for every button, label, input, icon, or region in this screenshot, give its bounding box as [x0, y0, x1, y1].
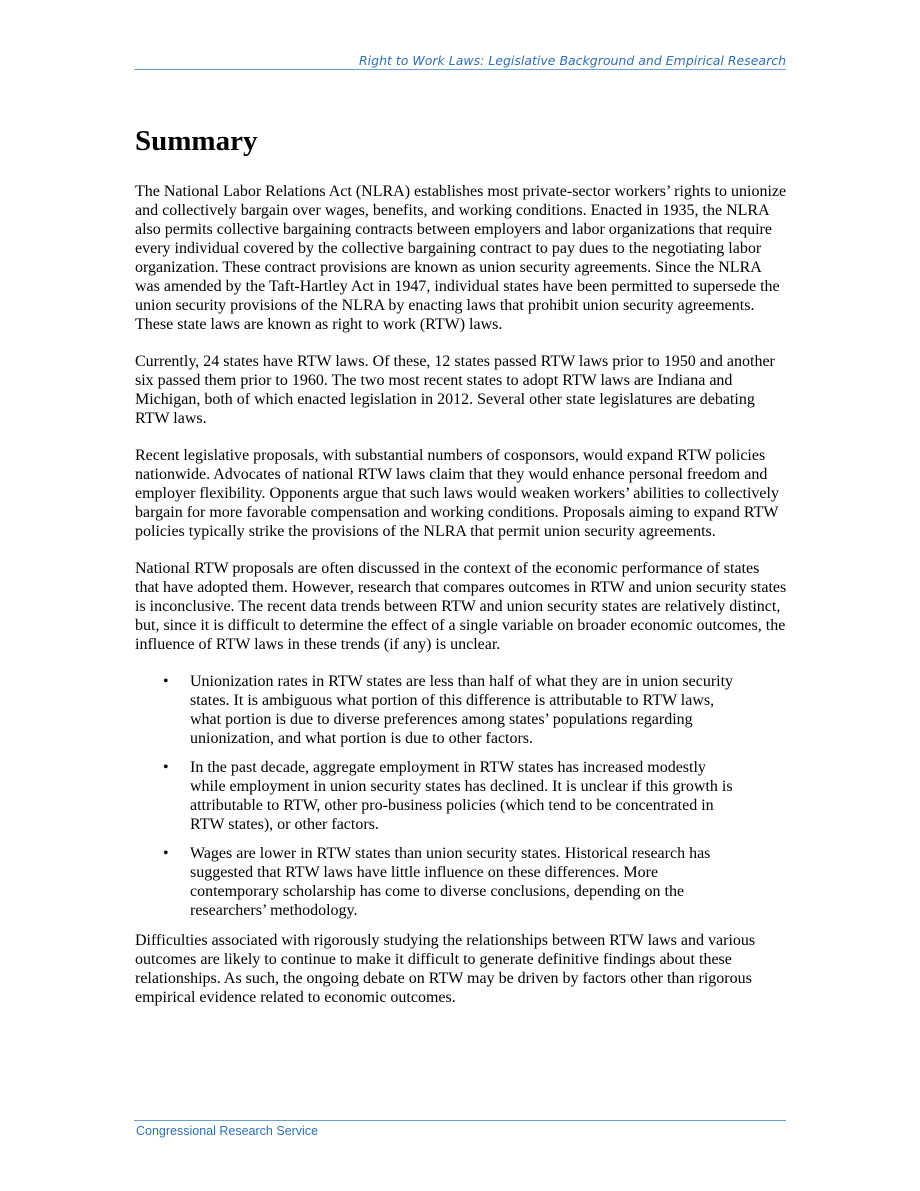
section-heading: Summary [135, 125, 258, 157]
bullet-icon: • [163, 845, 169, 862]
running-header: Right to Work Laws: Legislative Background and Empirical Research [358, 53, 786, 68]
paragraph: Currently, 24 states have RTW laws. Of these, 12 states passed RTW laws prior to 1950 and another six passed them prior to 1960. The two most recent states to adopt RTW laws are Indiana and Michigan, both of which enacted legislation in 2012. Several other state legislatures are debating RTW laws. [135, 353, 775, 427]
list-item [163, 844, 735, 920]
list-item-text: In the past decade, aggregate employment in RTW states has increased modestly while employment in union security states has declined. It is unclear if this growth is attributable to RTW, other pro-business policies (which tend to be concentrated in RTW states), or other factors. [190, 759, 733, 833]
list-item-text: Unionization rates in RTW states are less than half of what they are in union security states. It is ambiguous what portion of this difference is attributable to RTW laws, what portion is due to diverse preferences among states’ populations regarding unionization, and what portion is due to other factors. [190, 673, 734, 747]
footer-rule [134, 1120, 786, 1121]
findings-list [135, 672, 735, 920]
list-item-text: Wages are lower in RTW states than union security states. Historical research has suggested that RTW laws have little influence on these differences. More contemporary scholarship has come to diverse conclusions, depending on the researchers’ methodology. [190, 845, 711, 919]
list-item [163, 672, 735, 748]
paragraph: The National Labor Relations Act (NLRA) establishes most private-sector workers’ rights to unionize and collectively bargain over wages, benefits, and working conditions. Enacted in 1935, the NLRA also permits collective bargaining contracts between employers and labor organizations that require every individual covered by the collective bargaining contract to pay dues to the negotiating labor organization. These contract provisions are known as union security agreements. Since the NLRA was amended by the Taft-Hartley Act in 1947, individual states have been permitted to supersede the union security provisions of the NLRA by enacting laws that prohibit union security agreements. These state laws are known as right to work (RTW) laws. [135, 183, 787, 333]
bullet-icon: • [163, 759, 169, 776]
closing-paragraph: Difficulties associated with rigorously studying the relationships between RTW laws and various outcomes are likely to continue to make it difficult to generate definitive findings about these relationships. As such, the ongoing debate on RTW may be driven by factors other than rigorous empirical evidence related to economic outcomes. [135, 932, 756, 1006]
bullet-icon: • [163, 673, 169, 690]
paragraph: National RTW proposals are often discussed in the context of the economic performance of states that have adopted them. However, research that compares outcomes in RTW and union security states is inconclusive. The recent data trends between RTW and union security states are relatively distinct, but, since it is difficult to determine the effect of a single variable on broader economic outcomes, the influence of RTW laws in these trends (if any) is unclear. [135, 560, 787, 653]
list-item [163, 758, 735, 834]
header-rule [134, 69, 786, 70]
summary-section [135, 122, 787, 1025]
footer-text: Congressional Research Service [136, 1124, 319, 1138]
paragraph: Recent legislative proposals, with substantial numbers of cosponsors, would expand RTW policies nationwide. Advocates of national RTW laws claim that they would enhance personal freedom and employer flexibility. Opponents argue that such laws would weaken workers’ abilities to collectively bargain for more favorable compensation and working conditions. Proposals aiming to expand RTW policies typically strike the provisions of the NLRA that permit union security agreements. [135, 447, 779, 540]
